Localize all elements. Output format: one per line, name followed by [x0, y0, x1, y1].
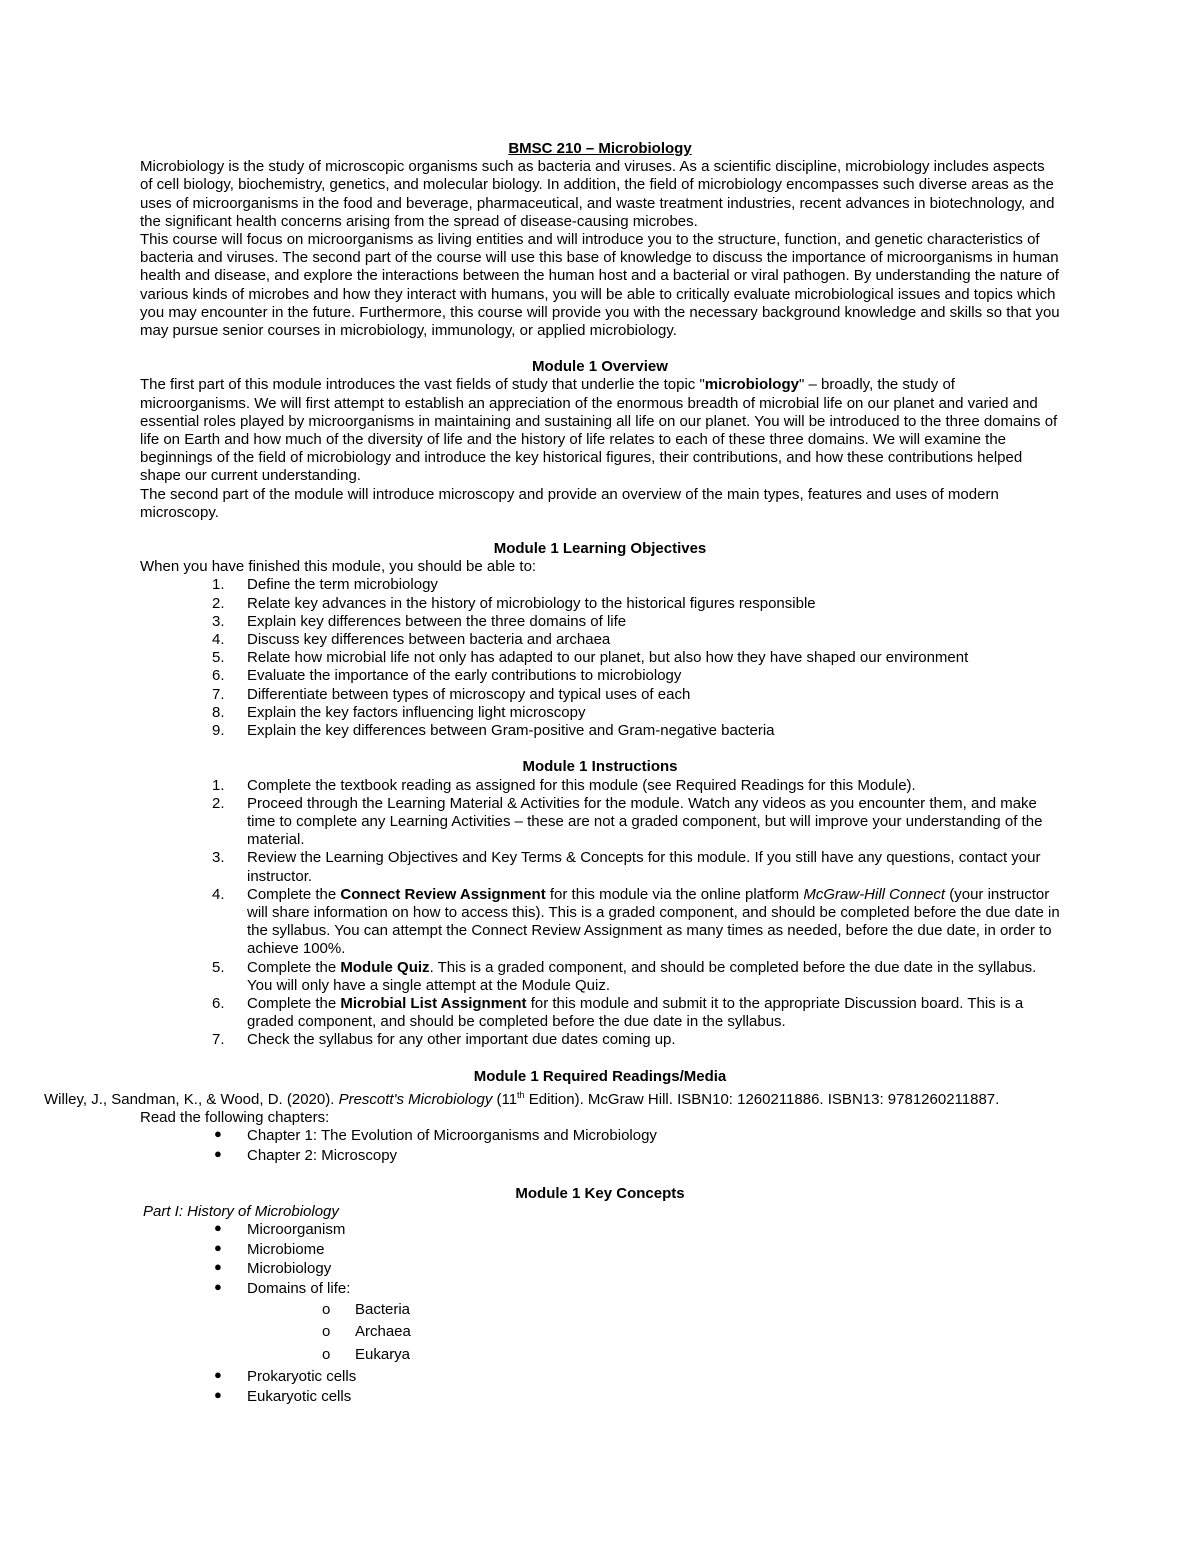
objective-item: 8. Explain the key factors influencing light microscopy — [212, 703, 586, 721]
microbial-list-assignment-label: Microbial List Assignment — [340, 994, 527, 1012]
course-title: BMSC 210 – Microbiology — [508, 140, 692, 157]
objectives-heading: Module 1 Learning Objectives — [493, 540, 707, 558]
document-content — [44, 140, 1060, 1407]
overview-heading: Module 1 Overview — [532, 358, 668, 376]
instruction-item: 5. Complete the Module Quiz. This is a graded component, and should be completed before the due date in the syllabus. You will only have a single attempt at the Module Quiz. — [212, 958, 1037, 994]
textbook-reference: Willey, J., Sandman, K., & Wood, D. (2020). Prescott's Microbiology (11th Edition). McGraw Hill. ISBN10: 1260211886. ISBN13: 9781260211887. — [44, 1089, 1000, 1108]
readings-intro: Read the following chapters: — [140, 1108, 330, 1126]
chapter-item: ● Chapter 1: The Evolution of Microorganisms and Microbiology — [214, 1126, 657, 1145]
concept-item: ● Domains of life: — [214, 1279, 351, 1298]
key-concepts-list-2 — [140, 1368, 1060, 1406]
objective-item: 2. Relate key advances in the history of microbiology to the historical figures responsible — [212, 594, 816, 612]
objective-item: 7. Differentiate between types of microscopy and typical uses of each — [212, 685, 691, 703]
concept-item: ● Microorganism — [214, 1219, 346, 1238]
bullet-icon: ● — [214, 1126, 222, 1142]
module-quiz-label: Module Quiz — [340, 958, 430, 976]
instruction-item: 4. Complete the Connect Review Assignment for this module via the online platform McGraw-Hill Connect (your instructor will share information on how to access this). This is a graded component, and should be completed before the due date in the syllabus. You can attempt the Connect Review Assignment as many times as needed, before the due date, in order to achieve 100%. — [212, 885, 1060, 958]
objective-item: 3. Explain key differences between the three domains of life — [212, 612, 627, 630]
circle-bullet-icon: o — [322, 1345, 331, 1363]
readings-heading: Module 1 Required Readings/Media — [473, 1067, 727, 1085]
instructions-heading: Module 1 Instructions — [522, 758, 678, 776]
instruction-item: 2. Proceed through the Learning Material & Activities for the module. Watch any videos as you encounter them, and make time to complete any Learning Activities – these are not a graded component, but will improve your understanding of the material. — [212, 794, 1043, 849]
concept-item: ● Eukaryotic cells — [214, 1386, 352, 1405]
bullet-icon: ● — [214, 1366, 222, 1382]
textbook-title: Prescott's Microbiology — [338, 1090, 493, 1108]
bullet-icon: ● — [214, 1279, 222, 1295]
key-concepts-list — [140, 1221, 1060, 1298]
objective-item: 6. Evaluate the importance of the early contributions to microbiology — [212, 667, 682, 685]
instructions-list — [140, 777, 1060, 1050]
overview-paragraph-1: The first part of this module introduces the vast fields of study that underlie the topic "microbiology" – broadly, the study of microorganisms. We will first attempt to establish an appreciation of the enormous breadth of microbial life on our planet and varied and essential roles played by microorganisms in maintaining and sustaining all life on our planet. You will be introduced to the three domains of life on Earth and how much of the diversity of life and the history of life relates to each of these three domains. We will examine the beginnings of the field of microbiology and introduce the key historical figures, their contributions, and how these contributions helped shape our current understanding. — [140, 376, 1058, 485]
circle-bullet-icon: o — [322, 1301, 331, 1319]
domain-item: o Archaea — [322, 1323, 411, 1341]
instruction-item: 3. Review the Learning Objectives and Key Terms & Concepts for this module. If you still have any questions, contact your instructor. — [212, 849, 1041, 885]
objective-item: 4. Discuss key differences between bacteria and archaea — [212, 631, 611, 649]
intro-paragraph-2: This course will focus on microorganisms as living entities and will introduce you to the structure, function, and genetic characteristics of bacteria and viruses. The second part of the course will use this base of knowledge to discuss the importance of microorganisms in human health and disease, and explore the interactions between the human host and a bacterial or viral pathogen. By understanding the nature of various kinds of microbes and how they interact with humans, you will be able to critically evaluate microbiological issues and topics which you may encounter in the future. Furthermore, this course will provide you with the necessary background knowledge and skills so that you may pursue senior courses in microbiology, immunology, or applied microbiology. — [140, 231, 1060, 340]
connect-review-assignment-label: Connect Review Assignment — [340, 885, 546, 903]
objectives-list — [140, 576, 1060, 740]
instruction-item: 1. Complete the textbook reading as assigned for this module (see Required Readings for this Module). — [212, 776, 916, 794]
mcgraw-hill-connect-label: McGraw-Hill Connect — [803, 885, 946, 903]
objectives-intro: When you have finished this module, you should be able to: — [140, 558, 537, 576]
instruction-item: 7. Check the syllabus for any other important due dates coming up. — [212, 1031, 676, 1049]
concept-item: ● Microbiome — [214, 1239, 325, 1258]
instruction-item: 6. Complete the Microbial List Assignment for this module and submit it to the appropriate Discussion board. This is a graded component, and should be completed before the due date in the syllabus. — [212, 994, 1024, 1031]
bullet-icon: ● — [214, 1386, 222, 1402]
circle-bullet-icon: o — [322, 1323, 331, 1341]
intro-paragraph-1: Microbiology is the study of microscopic organisms such as bacteria and viruses. As a scientific discipline, microbiology includes aspects of cell biology, biochemistry, genetics, and molecular biology. In addition, the field of microbiology encompasses such diverse areas as the uses of microorganisms in the food and beverage, pharmaceutical, and waste treatment industries, recent advances in biotechnology, and the significant health concerns arising from the spread of disease-causing microbes. — [140, 158, 1055, 230]
bullet-icon: ● — [214, 1219, 222, 1235]
domain-item: o Bacteria — [322, 1301, 411, 1319]
domains-list — [140, 1301, 1060, 1364]
objective-item: 1. Define the term microbiology — [212, 576, 438, 594]
concept-item: ● Microbiology — [214, 1259, 332, 1278]
chapters-list — [140, 1127, 1060, 1165]
concept-item: ● Prokaryotic cells — [214, 1366, 357, 1385]
key-concepts-heading: Module 1 Key Concepts — [515, 1184, 685, 1202]
overview-bold-term: microbiology — [704, 376, 799, 394]
domain-item: o Eukarya — [322, 1345, 411, 1363]
bullet-icon: ● — [214, 1239, 222, 1255]
part1-heading: Part I: History of Microbiology — [143, 1202, 339, 1220]
chapter-item: ● Chapter 2: Microscopy — [214, 1145, 398, 1164]
overview-paragraph-2: The second part of the module will introduce microscopy and provide an overview of the main types, features and uses of modern microscopy. — [140, 485, 999, 521]
bullet-icon: ● — [214, 1259, 222, 1275]
objective-item: 9. Explain the key differences between Gram-positive and Gram-negative bacteria — [212, 722, 775, 740]
objective-item: 5. Relate how microbial life not only has adapted to our planet, but also how they have shaped our environment — [212, 649, 969, 667]
bullet-icon: ● — [214, 1145, 222, 1161]
